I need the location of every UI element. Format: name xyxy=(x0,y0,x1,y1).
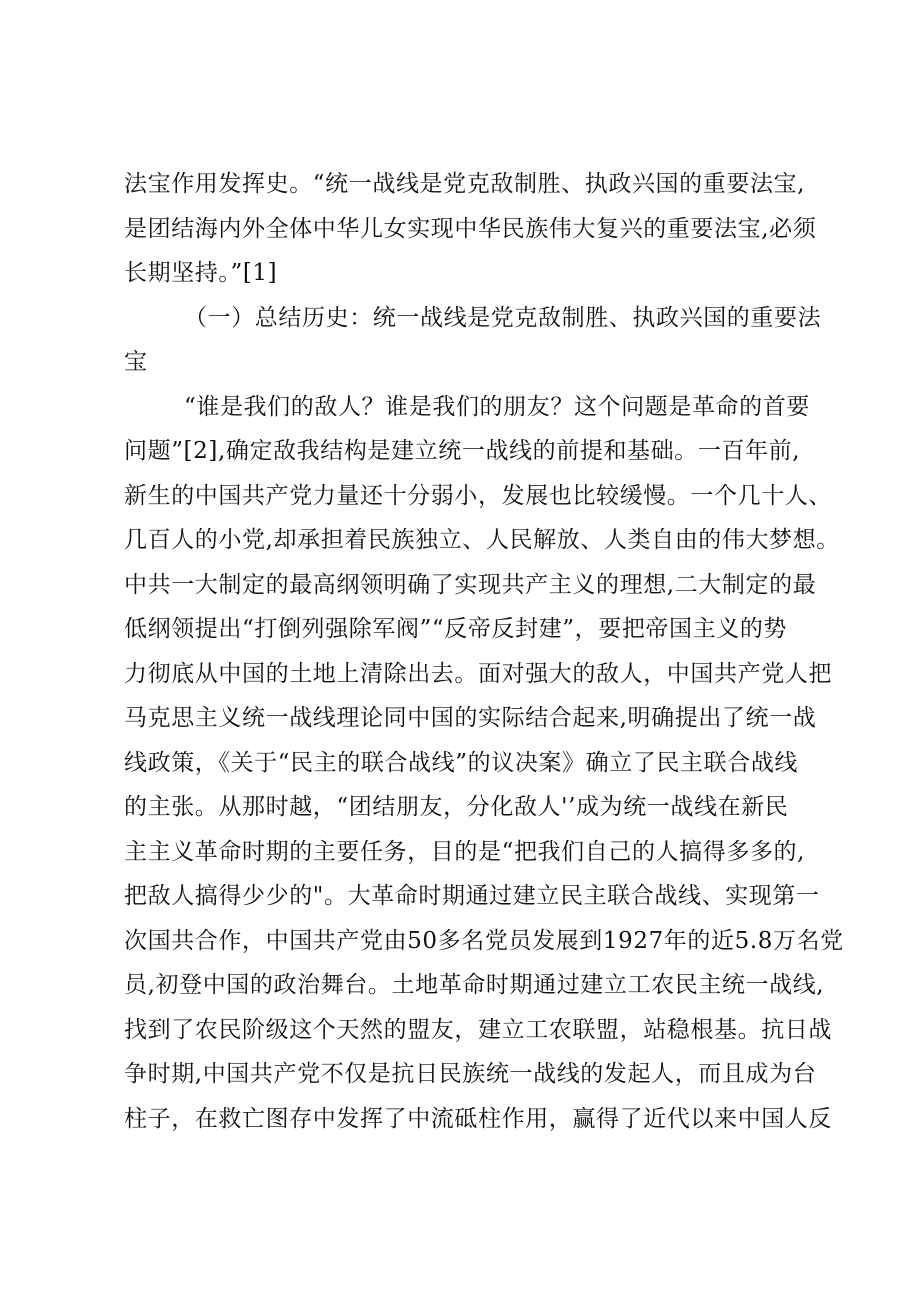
text-line: 几百人的小党,却承担着民族独立、人民解放、人类自由的伟大梦想。 xyxy=(124,527,840,553)
body-text xyxy=(124,162,844,1141)
text-line: 的主张。从那时越，“团结朋友，分化敌人'’成为统一战线在新民 xyxy=(124,794,789,820)
text-line: 找到了农民阶级这个天然的盟友，建立工农联盟，站稳根基。抗日战 xyxy=(124,1016,832,1043)
section-heading-continuation: 宝 xyxy=(124,349,148,375)
text-line: 新生的中国共产党力量还十分弱小，发展也比较缓慢。一个几十人、 xyxy=(124,482,832,509)
text-line: 柱子，在救亡图存中发挥了中流砥柱作用，赢得了近代以来中国人反 xyxy=(124,1105,832,1132)
text-line: 低纲领提出“打倒列强除军阀”“反帝反封建”，要把帝国主义的势 xyxy=(124,616,788,642)
text-line: 员,初登中国的政治舞台。土地革命时期通过建立工农民主统一战线, xyxy=(124,972,825,998)
text-line: 主主义革命时期的主要任务，目的是“把我们自己的人搞得多多的, xyxy=(124,838,806,865)
text-line: 马克思主义统一战线理论同中国的实际结合起来,明确提出了统一战 xyxy=(124,705,817,731)
text-line: 争时期,中国共产党不仅是抗日民族统一战线的发起人，而且成为台 xyxy=(124,1061,817,1087)
text-line: 问题”[2],确定敌我结构是建立统一战线的前提和基础。一百年前, xyxy=(124,438,801,464)
text-line: 把敌人搞得少少的"。大革命时期通过建立民主联合战线、实现第一 xyxy=(124,883,820,909)
text-line: 次国共合作，中国共产党由50多名党员发展到1927年的近5.8万名党 xyxy=(124,927,844,954)
text-line: 力彻底从中国的土地上清除出去。面对强大的敌人，中国共产党人把 xyxy=(124,660,832,687)
text-line: 中共一大制定的最高纲领明确了实现共产主义的理想,二大制定的最 xyxy=(124,571,817,598)
text-line: 法宝作用发挥史。“统一战线是党克敌制胜、执政兴国的重要法宝, xyxy=(124,171,806,197)
section-heading: （一）总结历史：统一战线是党克敌制胜、执政兴国的重要法 xyxy=(184,304,822,331)
paragraph-first-line: “谁是我们的敌人？谁是我们的朋友？这个问题是革命的首要 xyxy=(184,393,810,420)
text-line: 是团结海内外全体中华儿女实现中华民族伟大复兴的重要法宝,必须 xyxy=(124,215,817,242)
text-line: 线政策，《关于“民主的联合战线”的议决案》确立了民主联合战线 xyxy=(124,749,799,776)
text-line: 长期坚持。”[1] xyxy=(124,260,278,286)
